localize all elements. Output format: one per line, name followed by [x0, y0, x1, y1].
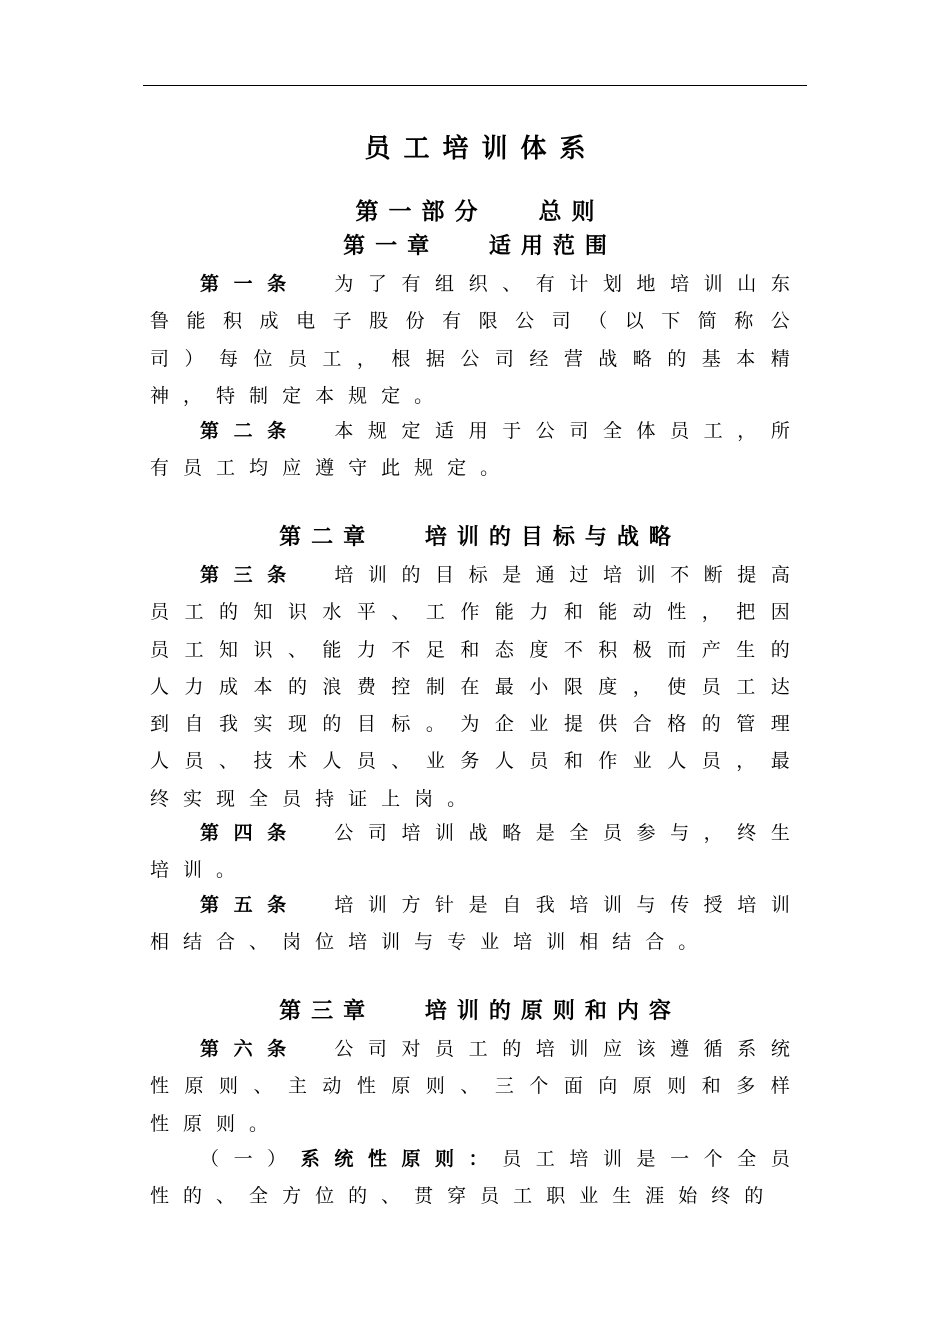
article-5 [150, 887, 790, 962]
paragraph-line: 人 员 、 技 术 人 员 、 业 务 人 员 和 作 业 人 员 ， 最 [150, 750, 790, 773]
paragraph-line: 员 工 知 识 、 能 力 不 足 和 态 度 不 积 极 而 产 生 的 [150, 638, 790, 661]
paragraph-line: 第 五 条 培 训 方 针 是 自 我 培 训 与 传 授 培 训 [200, 894, 790, 916]
paragraph-line: 培 训 。 [150, 859, 236, 882]
paragraph-line: 有 员 工 均 应 遵 守 此 规 定 。 [150, 457, 500, 480]
paragraph-line: 第 六 条 公 司 对 员 工 的 培 训 应 该 遵 循 系 统 [200, 1038, 790, 1060]
header-rule [143, 85, 807, 86]
paragraph-line: 员 工 的 知 识 水 平 、 工 作 能 力 和 能 动 性 ， 把 因 [150, 601, 790, 624]
paragraph-line: 第 四 条 公 司 培 训 战 略 是 全 员 参 与 ， 终 生 [200, 822, 790, 844]
paragraph-line: 第 一 条 为 了 有 组 织 、 有 计 划 地 培 训 山 东 [200, 273, 790, 295]
article-2 [150, 413, 790, 488]
paragraph-line: 相 结 合 、 岗 位 培 训 与 专 业 培 训 相 结 合 。 [150, 931, 698, 954]
chapter-heading-1: 第一章 适用范围 [343, 234, 617, 259]
article-1 [150, 266, 790, 415]
paragraph-line: 司 ） 每 位 员 工 ， 根 据 公 司 经 营 战 略 的 基 本 精 [150, 347, 790, 370]
article-4 [150, 815, 790, 890]
document-title: 员工培训体系 [364, 134, 599, 164]
paragraph-line: 性 原 则 。 [150, 1112, 269, 1135]
article-6 [150, 1031, 790, 1143]
paragraph-line: 性 的 、 全 方 位 的 、 贯 穿 员 工 职 业 生 涯 始 终 的 [150, 1185, 764, 1208]
paragraph-line: 人 力 成 本 的 浪 费 控 制 在 最 小 限 度 ， 使 员 工 达 [150, 675, 790, 698]
paragraph-line: 性 原 则 、 主 动 性 原 则 、 三 个 面 向 原 则 和 多 样 [150, 1075, 790, 1098]
chapter-heading-2: 第二章 培训的目标与战略 [279, 525, 681, 550]
paragraph-line: 终 实 现 全 员 持 证 上 岗 。 [150, 787, 467, 810]
part-heading: 第一部分 总则 [355, 199, 605, 225]
paragraph-line: 第 三 条 培 训 的 目 标 是 通 过 培 训 不 断 提 高 [200, 564, 790, 586]
paragraph-line: 鲁 能 积 成 电 子 股 份 有 限 公 司 （ 以 下 简 称 公 [150, 310, 790, 333]
paragraph-line: 第 二 条 本 规 定 适 用 于 公 司 全 体 员 工 ， 所 [200, 420, 790, 442]
article-principle-1 [150, 1141, 790, 1216]
paragraph-line: 到 自 我 实 现 的 目 标 。 为 企 业 提 供 合 格 的 管 理 [150, 713, 790, 736]
chapter-heading-3: 第三章 培训的原则和内容 [279, 999, 681, 1024]
paragraph-line: （ 一 ） 系 统 性 原 则 ： 员 工 培 训 是 一 个 全 员 [200, 1148, 790, 1170]
article-3 [150, 557, 790, 818]
paragraph-line: 神 ， 特 制 定 本 规 定 。 [150, 384, 434, 407]
